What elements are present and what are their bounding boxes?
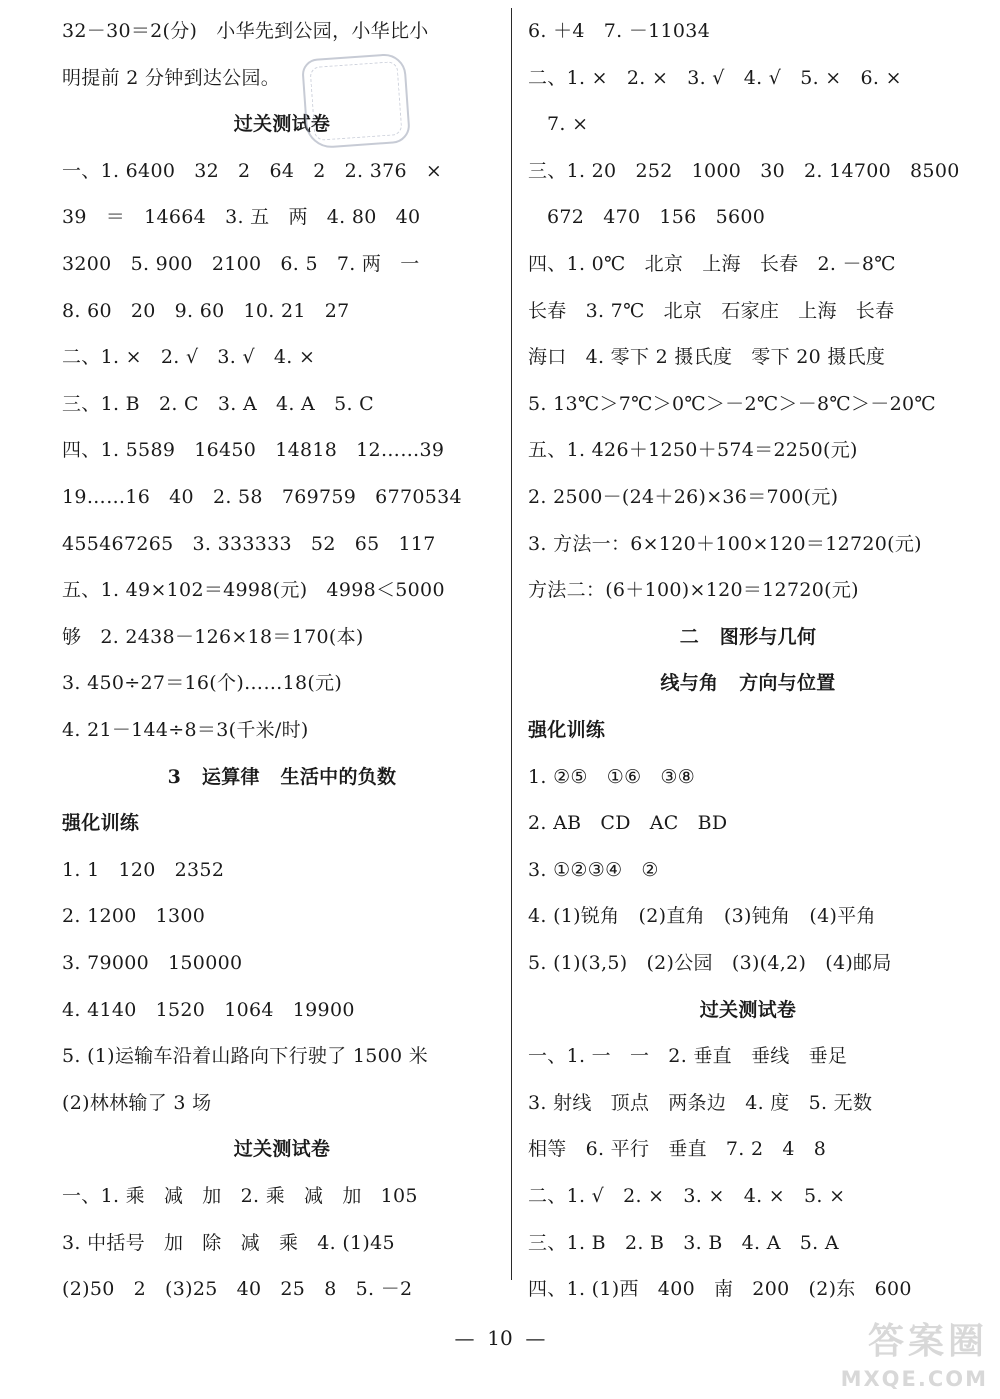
left-answer-line: 过关测试卷: [233, 1138, 331, 1161]
left-answer-line: 4. 4140 1520 1064 19900: [62, 998, 355, 1021]
left-answer-line: 3. 79000 150000: [62, 952, 243, 974]
watermark-bottom: MXQE.COM: [840, 1367, 988, 1391]
right-answer-line: 2. AB CD AC BD: [528, 812, 728, 835]
right-answer-line: 四、1. (1)西 400 南 200 (2)东 600: [528, 1278, 912, 1301]
left-answer-line: 19……16 40 2. 58 769759 6770534: [62, 486, 462, 508]
left-answer-line: 四、1. 5589 16450 14818 12……39: [62, 439, 445, 462]
watermark-logo: [814, 1313, 992, 1391]
left-answer-line: 3200 5. 900 2100 6. 5 7. 两 一: [62, 253, 420, 275]
right-answer-line: 方法二：(6＋100)×120＝12720(元): [528, 579, 859, 602]
watermark-top: 答案圈: [867, 1321, 988, 1362]
right-answer-line: 5. (1)(3,5) (2)公园 (3)(4,2) (4)邮局: [528, 952, 892, 974]
right-answer-line: 3. 方法一：6×120＋100×120＝12720(元): [528, 532, 922, 555]
left-answer-line: 一、1. 乘 减 加 2. 乘 减 加 105: [62, 1185, 418, 1207]
left-answer-line: (2)50 2 (3)25 40 25 8 5. －2: [62, 1278, 413, 1301]
right-answer-line: 线与角 方向与位置: [660, 672, 836, 695]
left-answer-line: 五、1. 49×102＝4998(元) 4998＜5000: [62, 579, 445, 602]
right-answer-line: 相等 6. 平行 垂直 7. 2 4 8: [528, 1138, 827, 1161]
left-answer-line: 三、1. B 2. C 3. A 4. A 5. C: [62, 392, 374, 415]
page-number: — 10 —: [454, 1326, 546, 1350]
right-answer-line: 2. 2500－(24＋26)×36＝700(元): [528, 486, 839, 508]
left-answer-line: 一、1. 6400 32 2 64 2 2. 376 ×: [62, 159, 443, 182]
right-answer-line: 三、1. 20 252 1000 30 2. 14700 8500: [528, 159, 960, 182]
right-answer-line: 6. ＋4 7. －11034: [528, 20, 711, 42]
right-answer-line: 1. ②⑤ ①⑥ ③⑧: [528, 765, 696, 788]
left-answer-line: (2)林林输了 3 场: [62, 1091, 212, 1114]
left-answer-line: 2. 1200 1300: [62, 905, 206, 928]
right-answer-line: 5. 13℃＞7℃＞0℃＞－2℃＞－8℃＞－20℃: [528, 392, 936, 415]
right-answer-line: 二、1. √ 2. × 3. × 4. × 5. ×: [528, 1185, 846, 1207]
right-answer-line: 3. 射线 顶点 两条边 4. 度 5. 无数: [528, 1091, 873, 1114]
right-answer-line: 二、1. × 2. × 3. √ 4. √ 5. × 6. ×: [528, 66, 902, 89]
right-answer-line: 五、1. 426＋1250＋574＝2250(元): [528, 439, 858, 462]
left-answer-line: 过关测试卷: [233, 113, 331, 136]
left-answer-line: 3. 450÷27＝16(个)……18(元): [62, 672, 343, 695]
left-answer-line: 3 运算律 生活中的负数: [167, 765, 397, 788]
left-answer-line: 1. 1 120 2352: [62, 858, 225, 881]
right-answer-line: 672 470 156 5600: [528, 206, 766, 229]
right-answer-line: 强化训练: [528, 719, 606, 741]
left-answer-line: 3. 中括号 加 除 减 乘 4. (1)45: [62, 1231, 395, 1254]
left-answer-line: 够 2. 2438－126×18＝170(本): [62, 625, 364, 648]
right-answer-line: 3. ①②③④ ②: [528, 858, 659, 881]
left-answer-line: 8. 60 20 9. 60 10. 21 27: [62, 299, 350, 322]
left-answer-line: 32－30＝2(分) 小华先到公园，小华比小: [62, 20, 429, 42]
left-answer-line: 二、1. × 2. √ 3. √ 4. ×: [62, 346, 316, 369]
right-answer-line: 4. (1)锐角 (2)直角 (3)钝角 (4)平角: [528, 905, 876, 928]
left-answer-line: 39 ＝ 14664 3. 五 两 4. 80 40: [62, 206, 421, 229]
right-answer-line: 7. ×: [528, 113, 589, 136]
right-answer-line: 长春 3. 7℃ 北京 石家庄 上海 长春: [528, 299, 895, 322]
right-answer-line: 四、1. 0℃ 北京 上海 长春 2. －8℃: [528, 253, 896, 275]
column-divider: [511, 8, 512, 1280]
left-answer-line: 明提前 2 分钟到达公园。: [62, 66, 281, 89]
right-answer-line: 海口 4. 零下 2 摄氏度 零下 20 摄氏度: [528, 346, 886, 369]
left-answer-line: 强化训练: [62, 812, 140, 835]
right-answer-line: 三、1. B 2. B 3. B 4. A 5. A: [528, 1231, 839, 1254]
right-answer-line: 过关测试卷: [699, 998, 797, 1021]
left-answer-line: 455467265 3. 333333 52 65 117: [62, 532, 436, 555]
left-answer-line: 5. (1)运输车沿着山路向下行驶了 1500 米: [62, 1045, 429, 1068]
left-answer-line: 4. 21－144÷8＝3(千米/时): [62, 719, 309, 741]
right-answer-line: 一、1. 一 一 2. 垂直 垂线 垂足: [528, 1045, 848, 1068]
stamp-mark: [301, 52, 411, 149]
right-answer-line: 二 图形与几何: [679, 625, 817, 648]
